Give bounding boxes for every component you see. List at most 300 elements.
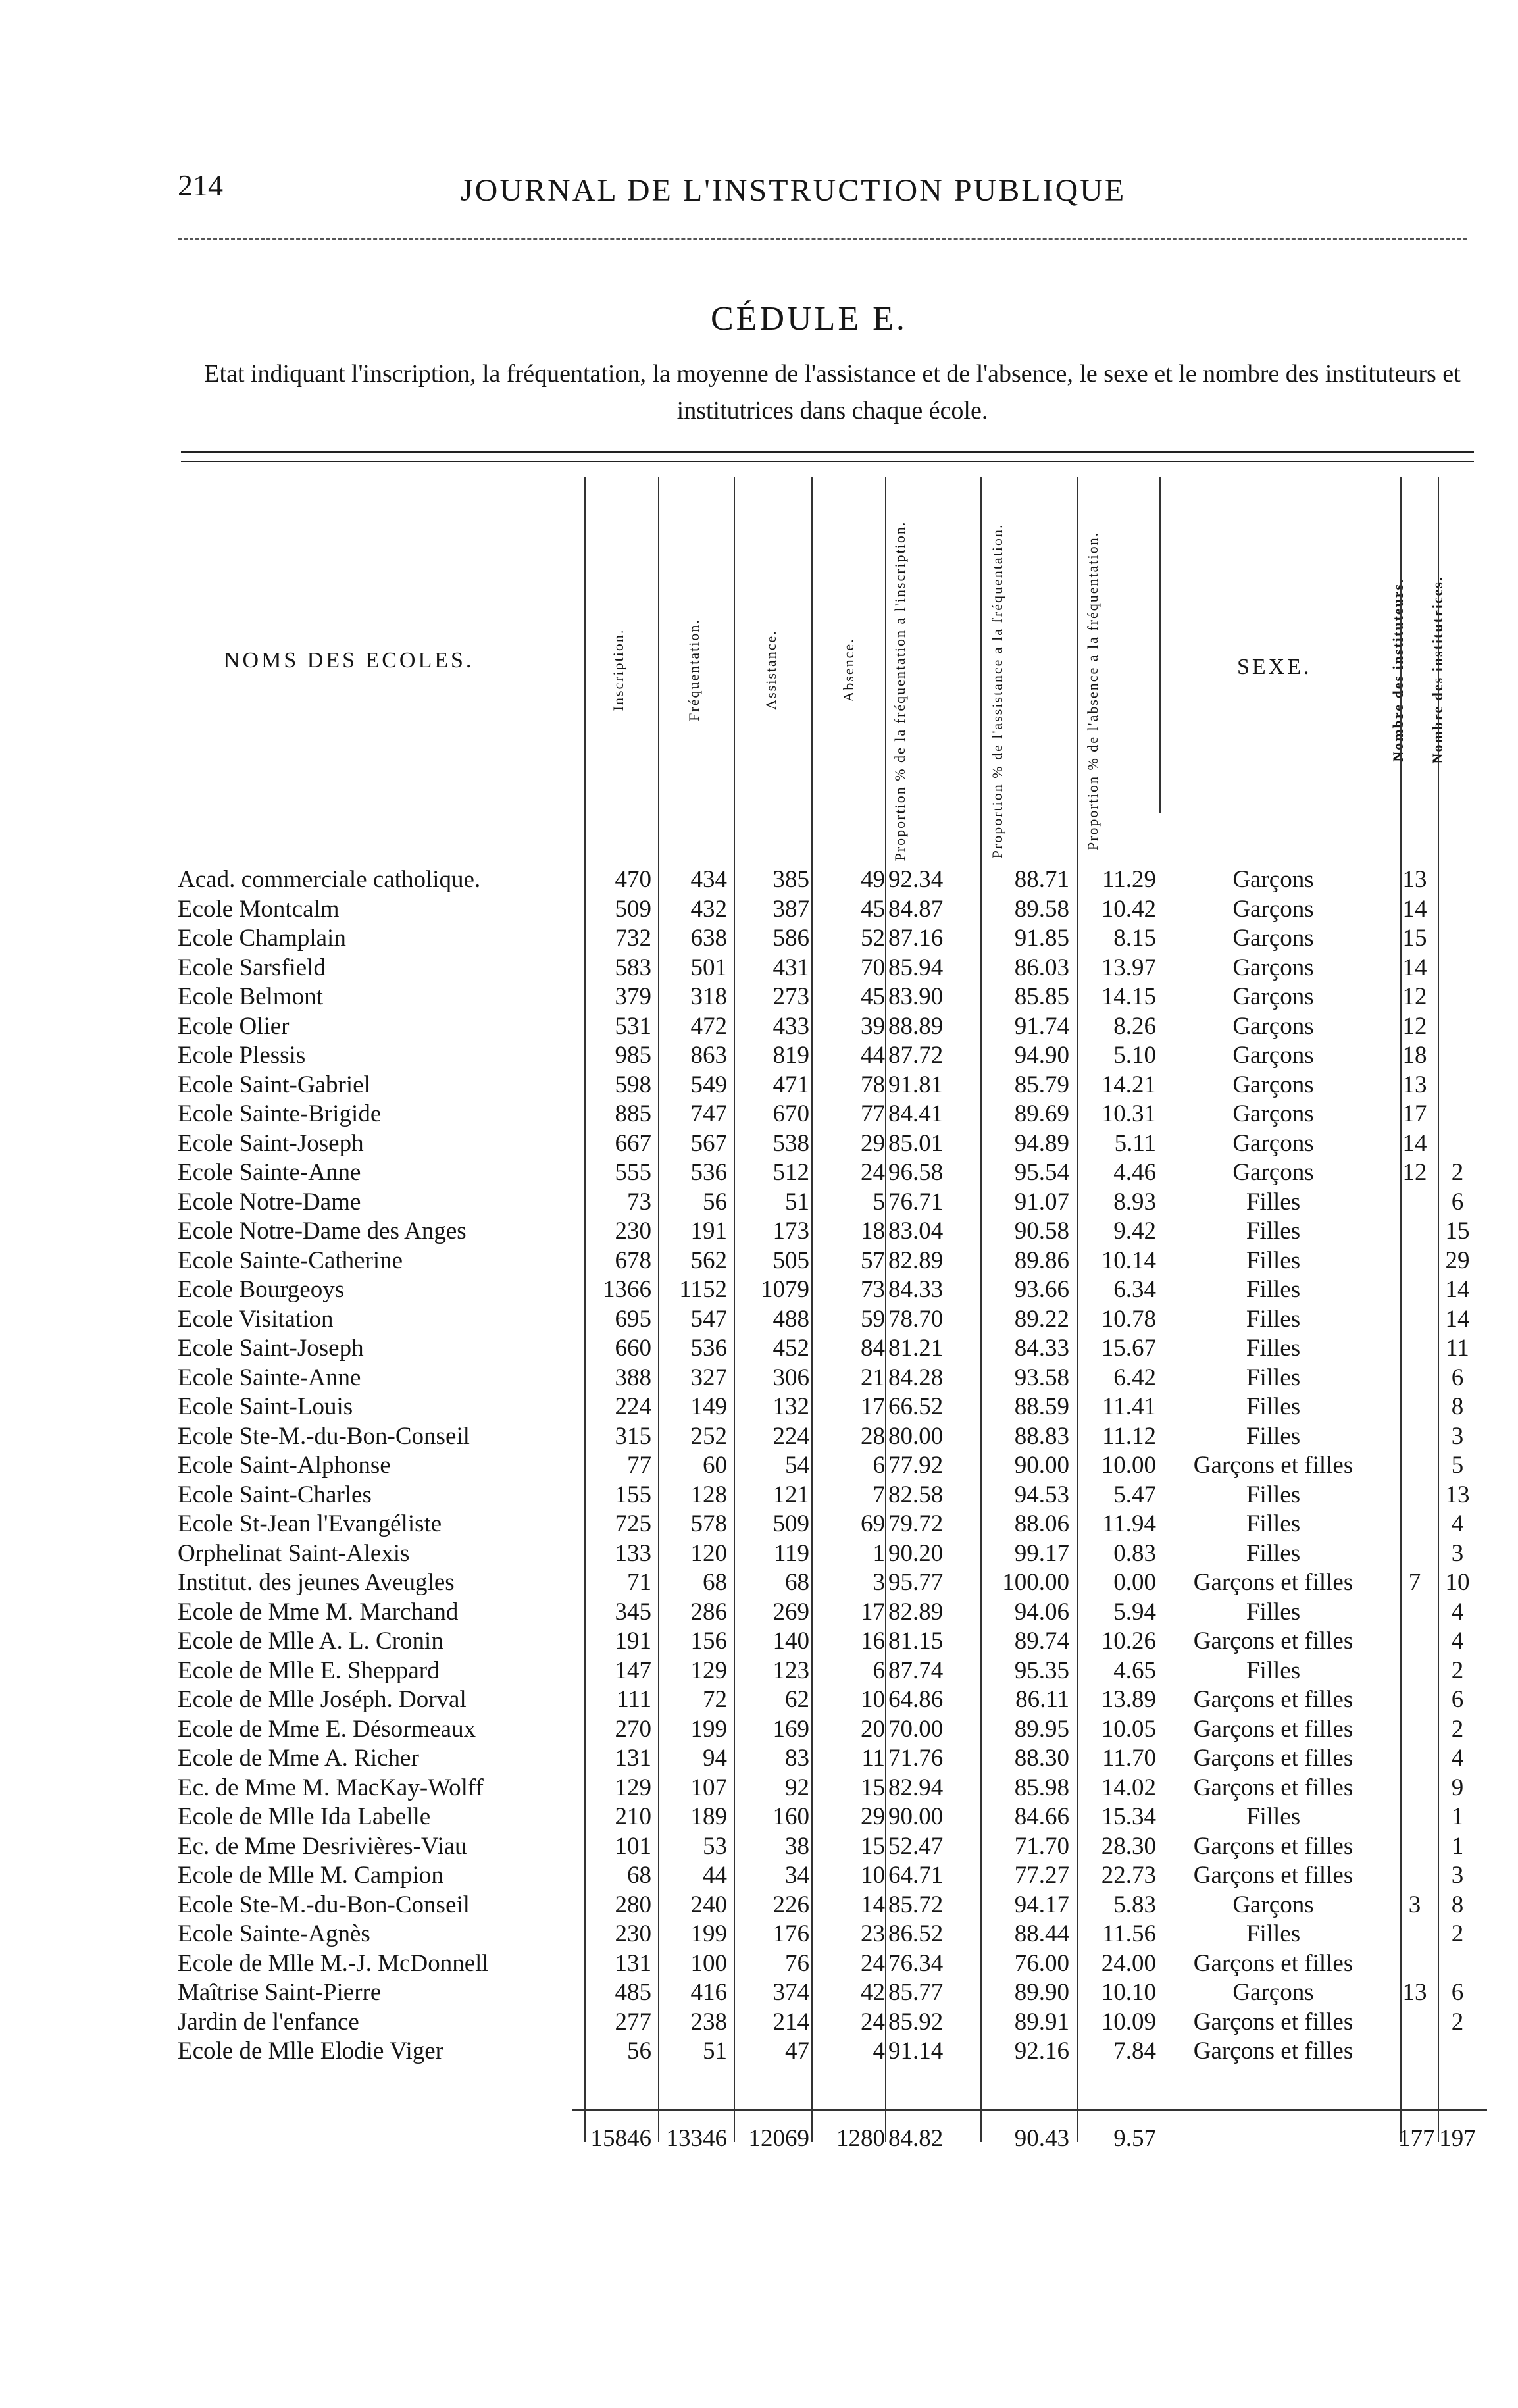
prop-absence-cell: 5.94: [1113, 1598, 1156, 1626]
sexe-cell: Garçons: [1232, 983, 1314, 1010]
prop-absence-cell: 4.65: [1113, 1656, 1156, 1684]
assistance-cell: 226: [772, 1891, 809, 1918]
inscription-cell: 470: [615, 866, 651, 893]
inscription-cell: 509: [615, 895, 651, 923]
prop-freq-cell: 81.15: [888, 1627, 944, 1654]
prop-absence-cell: 10.14: [1101, 1246, 1156, 1274]
prop-assist-cell: 86.11: [1015, 1686, 1069, 1713]
assistance-cell: 119: [773, 1539, 809, 1567]
prop-absence-cell: 5.11: [1114, 1129, 1156, 1157]
sexe-cell: Garçons: [1232, 1100, 1314, 1127]
sexe-cell: Filles: [1246, 1920, 1301, 1947]
absence-cell: 45: [861, 983, 885, 1010]
assistance-cell: 140: [772, 1627, 809, 1654]
table-row: [0, 1510, 1518, 1539]
sexe-cell: Filles: [1246, 1481, 1301, 1508]
school-name: Ecole Plessis: [178, 1042, 306, 1069]
total-instituteurs: 177: [1398, 2125, 1435, 2152]
prop-freq-cell: 64.71: [888, 1862, 944, 1889]
sexe-cell: Garçons: [1232, 1891, 1314, 1918]
frequentation-cell: 638: [690, 925, 727, 952]
frequentation-cell: 191: [690, 1217, 727, 1244]
school-name: Ecole Champlain: [178, 925, 346, 952]
institutrices-cell: 2: [1451, 1159, 1464, 1186]
assistance-cell: 121: [772, 1481, 809, 1508]
assistance-cell: 47: [785, 2037, 809, 2064]
assistance-cell: 586: [772, 925, 809, 952]
assistance-cell: 62: [785, 1686, 809, 1713]
prop-assist-cell: 100.00: [1002, 1569, 1069, 1596]
assistance-cell: 92: [785, 1774, 809, 1801]
absence-cell: 49: [861, 866, 885, 893]
school-name: Ecole Belmont: [178, 983, 323, 1010]
prop-assist-cell: 95.35: [1014, 1656, 1069, 1684]
table-row: [0, 1305, 1518, 1334]
school-name: Ecole de Mlle Elodie Viger: [178, 2037, 443, 2064]
school-name: Ecole de Mlle A. L. Cronin: [178, 1627, 443, 1654]
prop-freq-cell: 83.04: [888, 1217, 944, 1244]
col-header-assistance: Assistance.: [763, 630, 779, 710]
school-name: Jardin de l'enfance: [178, 2008, 359, 2036]
table-row: [0, 1393, 1518, 1422]
absence-cell: 44: [861, 1042, 885, 1069]
col-header-inscription: Inscription.: [610, 628, 626, 711]
total-institutrices: 197: [1439, 2125, 1476, 2152]
prop-absence-cell: 4.46: [1113, 1159, 1156, 1186]
school-name: Ec. de Mme Desrivières-Viau: [178, 1832, 467, 1860]
prop-freq-cell: 87.74: [888, 1656, 944, 1684]
total-prop-absence: 9.57: [1113, 2125, 1156, 2152]
absence-cell: 24: [861, 2008, 885, 2036]
school-name: Ecole de Mlle Ida Labelle: [178, 1803, 431, 1830]
frequentation-cell: 107: [690, 1774, 727, 1801]
school-name: Ecole St-Jean l'Evangéliste: [178, 1510, 442, 1537]
prop-assist-cell: 84.33: [1014, 1335, 1069, 1362]
table-row: [0, 1012, 1518, 1041]
prop-absence-cell: 0.83: [1113, 1539, 1156, 1567]
assistance-cell: 214: [772, 2008, 809, 2036]
prop-assist-cell: 99.17: [1014, 1539, 1069, 1567]
frequentation-cell: 240: [690, 1891, 727, 1918]
total-frequentation: 13346: [666, 2125, 727, 2152]
absence-cell: 18: [861, 1217, 885, 1244]
institutrices-cell: 14: [1445, 1305, 1470, 1333]
frequentation-cell: 252: [690, 1422, 727, 1450]
school-name: Ecole Sainte-Anne: [178, 1159, 361, 1186]
prop-freq-cell: 64.86: [888, 1686, 944, 1713]
absence-cell: 10: [861, 1686, 885, 1713]
assistance-cell: 51: [785, 1188, 809, 1216]
assistance-cell: 433: [772, 1012, 809, 1040]
table-row: [0, 895, 1518, 924]
prop-assist-cell: 84.66: [1014, 1803, 1069, 1830]
table-title: CÉDULE E.: [711, 300, 907, 338]
school-name: Orphelinat Saint-Alexis: [178, 1539, 410, 1567]
frequentation-cell: 578: [690, 1510, 727, 1537]
institutrices-cell: 14: [1445, 1276, 1470, 1303]
sexe-cell: Garçons: [1232, 1129, 1314, 1157]
table-row: [0, 1891, 1518, 1920]
inscription-cell: 68: [627, 1862, 651, 1889]
table-row: [0, 983, 1518, 1012]
inscription-cell: 678: [615, 1246, 651, 1274]
institutrices-cell: 1: [1451, 1803, 1464, 1830]
table-row: [0, 1861, 1518, 1890]
institutrices-cell: 15: [1445, 1217, 1470, 1244]
prop-absence-cell: 11.12: [1102, 1422, 1156, 1450]
prop-freq-cell: 88.89: [888, 1012, 944, 1040]
instituteurs-cell: 14: [1402, 895, 1427, 923]
frequentation-cell: 72: [703, 1686, 727, 1713]
prop-absence-cell: 10.78: [1101, 1305, 1156, 1333]
prop-freq-cell: 82.94: [888, 1774, 944, 1801]
col-header-prop-assist: Proportion % de l'assistance a la fréquentation.: [989, 523, 1005, 859]
sexe-cell: Garçons et filles: [1193, 1862, 1354, 1889]
assistance-cell: 38: [785, 1832, 809, 1860]
absence-cell: 39: [861, 1012, 885, 1040]
prop-freq-cell: 95.77: [888, 1569, 944, 1596]
instituteurs-cell: 12: [1402, 1159, 1427, 1186]
sexe-cell: Filles: [1246, 1335, 1301, 1362]
table-row: [0, 1041, 1518, 1070]
inscription-cell: 485: [615, 1979, 651, 2006]
school-name: Ecole Olier: [178, 1012, 290, 1040]
prop-freq-cell: 78.70: [888, 1305, 944, 1333]
inscription-cell: 73: [627, 1188, 651, 1216]
sexe-cell: Garçons: [1232, 895, 1314, 923]
prop-freq-cell: 84.33: [888, 1276, 944, 1303]
prop-freq-cell: 84.28: [888, 1364, 944, 1391]
prop-freq-cell: 91.14: [888, 2037, 944, 2064]
totals-row: [0, 2122, 1518, 2155]
inscription-cell: 191: [615, 1627, 651, 1654]
frequentation-cell: 199: [690, 1715, 727, 1743]
assistance-cell: 505: [772, 1246, 809, 1274]
inscription-cell: 315: [615, 1422, 651, 1450]
institutrices-cell: 4: [1451, 1745, 1464, 1772]
prop-freq-cell: 82.58: [888, 1481, 944, 1508]
frequentation-cell: 156: [690, 1627, 727, 1654]
absence-cell: 3: [873, 1569, 885, 1596]
absence-cell: 16: [861, 1627, 885, 1654]
prop-assist-cell: 85.85: [1014, 983, 1069, 1010]
sexe-cell: Garçons: [1232, 1159, 1314, 1186]
prop-assist-cell: 88.59: [1014, 1393, 1069, 1420]
institutrices-cell: 8: [1451, 1393, 1464, 1420]
frequentation-cell: 549: [690, 1071, 727, 1098]
absence-cell: 45: [861, 895, 885, 923]
prop-assist-cell: 88.44: [1014, 1920, 1069, 1947]
inscription-cell: 732: [615, 925, 651, 952]
prop-freq-cell: 85.94: [888, 954, 944, 981]
assistance-cell: 123: [772, 1656, 809, 1684]
instituteurs-cell: 13: [1402, 1979, 1427, 2006]
frequentation-cell: 472: [690, 1012, 727, 1040]
inscription-cell: 155: [615, 1481, 651, 1508]
frequentation-cell: 60: [703, 1452, 727, 1479]
sexe-cell: Garçons et filles: [1193, 2008, 1354, 2036]
prop-freq-cell: 90.00: [888, 1803, 944, 1830]
prop-absence-cell: 0.00: [1113, 1569, 1156, 1596]
prop-absence-cell: 13.97: [1101, 954, 1156, 981]
col-header-names: NOMS DES ECOLES.: [224, 648, 474, 673]
absence-cell: 28: [861, 1422, 885, 1450]
institutrices-cell: 2: [1451, 2008, 1464, 2036]
institutrices-cell: 6: [1451, 1686, 1464, 1713]
sexe-cell: Garçons: [1232, 1042, 1314, 1069]
institutrices-cell: 29: [1445, 1246, 1470, 1274]
prop-freq-cell: 92.34: [888, 866, 944, 893]
inscription-cell: 131: [615, 1949, 651, 1977]
sexe-cell: Garçons et filles: [1193, 1569, 1354, 1596]
absence-cell: 29: [861, 1129, 885, 1157]
frequentation-cell: 53: [703, 1832, 727, 1860]
absence-cell: 78: [861, 1071, 885, 1098]
table-row: [0, 1627, 1518, 1656]
assistance-cell: 431: [772, 954, 809, 981]
table-row: [0, 1422, 1518, 1451]
inscription-cell: 230: [615, 1217, 651, 1244]
instituteurs-cell: 13: [1402, 1071, 1427, 1098]
absence-cell: 24: [861, 1949, 885, 1977]
sexe-cell: Filles: [1246, 1246, 1301, 1274]
school-name: Ecole Saint-Alphonse: [178, 1452, 391, 1479]
school-name: Ecole Notre-Dame des Anges: [178, 1217, 467, 1244]
prop-freq-cell: 77.92: [888, 1452, 944, 1479]
absence-cell: 73: [861, 1276, 885, 1303]
prop-absence-cell: 11.70: [1102, 1745, 1156, 1772]
sexe-cell: Garçons: [1232, 1071, 1314, 1098]
prop-freq-cell: 96.58: [888, 1159, 944, 1186]
school-name: Ecole de Mlle Joséph. Dorval: [178, 1686, 467, 1713]
prop-assist-cell: 89.91: [1014, 2008, 1069, 2036]
absence-cell: 1: [873, 1539, 885, 1567]
absence-cell: 23: [861, 1920, 885, 1947]
sexe-cell: Garçons et filles: [1193, 1745, 1354, 1772]
col-header-sexe: SEXE.: [1237, 655, 1312, 679]
prop-absence-cell: 13.89: [1101, 1686, 1156, 1713]
prop-freq-cell: 80.00: [888, 1422, 944, 1450]
absence-cell: 70: [861, 954, 885, 981]
school-name: Ecole de Mme E. Désormeaux: [178, 1715, 476, 1743]
table-description: Etat indiquant l'inscription, la fréquentation, la moyenne de l'assistance et de l'absence, le sexe et le nombre des instituteurs et institutrices dans chaque école.: [204, 360, 1461, 424]
prop-freq-cell: 79.72: [888, 1510, 944, 1537]
prop-absence-cell: 6.34: [1113, 1276, 1156, 1303]
prop-absence-cell: 10.05: [1101, 1715, 1156, 1743]
instituteurs-cell: 18: [1402, 1042, 1427, 1069]
table-row: [0, 1217, 1518, 1246]
prop-absence-cell: 7.84: [1113, 2037, 1156, 2064]
frequentation-cell: 44: [703, 1862, 727, 1889]
table-row: [0, 1832, 1518, 1861]
running-head: JOURNAL DE L'INSTRUCTION PUBLIQUE: [461, 173, 1126, 208]
sexe-cell: Garçons et filles: [1193, 1774, 1354, 1801]
prop-assist-cell: 91.74: [1014, 1012, 1069, 1040]
assistance-cell: 169: [772, 1715, 809, 1743]
sexe-cell: Filles: [1246, 1656, 1301, 1684]
frequentation-cell: 189: [690, 1803, 727, 1830]
frequentation-cell: 94: [703, 1745, 727, 1772]
frequentation-cell: 1152: [679, 1276, 727, 1303]
institutrices-cell: 6: [1451, 1364, 1464, 1391]
table-row: [0, 1451, 1518, 1480]
absence-cell: 59: [861, 1305, 885, 1333]
assistance-cell: 176: [772, 1920, 809, 1947]
assistance-cell: 173: [772, 1217, 809, 1244]
table-row: [0, 2037, 1518, 2066]
inscription-cell: 885: [615, 1100, 651, 1127]
inscription-cell: 1366: [603, 1276, 651, 1303]
prop-absence-cell: 10.26: [1101, 1627, 1156, 1654]
table-row: [0, 1715, 1518, 1744]
absence-cell: 77: [861, 1100, 885, 1127]
prop-freq-cell: 91.81: [888, 1071, 944, 1098]
prop-assist-cell: 88.83: [1014, 1422, 1069, 1450]
prop-absence-cell: 6.42: [1113, 1364, 1156, 1391]
absence-cell: 52: [861, 925, 885, 952]
instituteurs-cell: 14: [1402, 1129, 1427, 1157]
frequentation-cell: 128: [690, 1481, 727, 1508]
assistance-cell: 269: [772, 1598, 809, 1626]
institutrices-cell: 13: [1445, 1481, 1470, 1508]
school-name: Ecole Saint-Louis: [178, 1393, 353, 1420]
prop-freq-cell: 76.71: [888, 1188, 944, 1216]
col-header-frequentation: Fréquentation.: [686, 619, 702, 721]
prop-absence-cell: 10.31: [1101, 1100, 1156, 1127]
prop-freq-cell: 82.89: [888, 1246, 944, 1274]
prop-freq-cell: 90.20: [888, 1539, 944, 1567]
prop-absence-cell: 8.93: [1113, 1188, 1156, 1216]
table-row: [0, 1744, 1518, 1773]
school-name: Ecole Sainte-Catherine: [178, 1246, 403, 1274]
frequentation-cell: 536: [690, 1335, 727, 1362]
frequentation-cell: 56: [703, 1188, 727, 1216]
prop-assist-cell: 89.95: [1014, 1715, 1069, 1743]
table-row: [0, 1978, 1518, 2007]
prop-freq-cell: 87.16: [888, 925, 944, 952]
frequentation-cell: 286: [690, 1598, 727, 1626]
prop-absence-cell: 11.56: [1102, 1920, 1156, 1947]
absence-cell: 24: [861, 1159, 885, 1186]
frequentation-cell: 238: [690, 2008, 727, 2036]
institutrices-cell: 11: [1446, 1335, 1469, 1362]
inscription-cell: 224: [615, 1393, 651, 1420]
prop-assist-cell: 91.85: [1014, 925, 1069, 952]
absence-cell: 84: [861, 1335, 885, 1362]
sexe-cell: Filles: [1246, 1276, 1301, 1303]
frequentation-cell: 318: [690, 983, 727, 1010]
table-row: [0, 1656, 1518, 1685]
inscription-cell: 277: [615, 2008, 651, 2036]
institutrices-cell: 1: [1451, 1832, 1464, 1860]
inscription-cell: 131: [615, 1745, 651, 1772]
institutrices-cell: 8: [1451, 1891, 1464, 1918]
sexe-cell: Garçons: [1232, 1012, 1314, 1040]
absence-cell: 69: [861, 1510, 885, 1537]
prop-assist-cell: 85.98: [1014, 1774, 1069, 1801]
school-name: Ecole Sarsfield: [178, 954, 326, 981]
table-row: [0, 2008, 1518, 2037]
total-prop-freq: 84.82: [888, 2125, 944, 2152]
assistance-cell: 452: [772, 1335, 809, 1362]
school-name: Ecole Saint-Joseph: [178, 1335, 364, 1362]
total-assistance: 12069: [748, 2125, 809, 2152]
sexe-cell: Garçons: [1232, 1979, 1314, 2006]
inscription-cell: 388: [615, 1364, 651, 1391]
institutrices-cell: 6: [1451, 1979, 1464, 2006]
institutrices-cell: 10: [1445, 1569, 1470, 1596]
sexe-cell: Garçons et filles: [1193, 1832, 1354, 1860]
institutrices-cell: 3: [1451, 1422, 1464, 1450]
absence-cell: 20: [861, 1715, 885, 1743]
assistance-cell: 512: [772, 1159, 809, 1186]
school-name: Ecole de Mlle M. Campion: [178, 1862, 443, 1889]
absence-cell: 14: [861, 1891, 885, 1918]
assistance-cell: 471: [772, 1071, 809, 1098]
frequentation-cell: 432: [690, 895, 727, 923]
assistance-cell: 34: [785, 1862, 809, 1889]
assistance-cell: 306: [772, 1364, 809, 1391]
column-rule: [1159, 477, 1161, 813]
table-row: [0, 1568, 1518, 1597]
prop-absence-cell: 8.15: [1113, 925, 1156, 952]
assistance-cell: 273: [772, 983, 809, 1010]
school-name: Ecole Ste-M.-du-Bon-Conseil: [178, 1891, 470, 1918]
table-top-rule: [181, 451, 1474, 453]
absence-cell: 42: [861, 1979, 885, 2006]
absence-cell: 29: [861, 1803, 885, 1830]
absence-cell: 17: [861, 1393, 885, 1420]
prop-assist-cell: 89.86: [1014, 1246, 1069, 1274]
table-row: [0, 924, 1518, 953]
school-name: Ecole Montcalm: [178, 895, 340, 923]
table-row: [0, 1100, 1518, 1129]
col-header-absence: Absence.: [840, 638, 857, 702]
sexe-cell: Filles: [1246, 1305, 1301, 1333]
inscription-cell: 111: [617, 1686, 651, 1713]
col-header-institutrices: Nombre des institutrices.: [1429, 576, 1446, 764]
frequentation-cell: 434: [690, 866, 727, 893]
prop-absence-cell: 15.34: [1101, 1803, 1156, 1830]
school-name: Ecole de Mlle E. Sheppard: [178, 1656, 440, 1684]
prop-assist-cell: 88.30: [1014, 1745, 1069, 1772]
inscription-cell: 270: [615, 1715, 651, 1743]
frequentation-cell: 747: [690, 1100, 727, 1127]
prop-assist-cell: 88.71: [1014, 866, 1069, 893]
institutrices-cell: 3: [1451, 1539, 1464, 1567]
prop-absence-cell: 14.15: [1101, 983, 1156, 1010]
assistance-cell: 509: [772, 1510, 809, 1537]
school-name: Ecole Sainte-Anne: [178, 1364, 361, 1391]
assistance-cell: 68: [785, 1569, 809, 1596]
sexe-cell: Filles: [1246, 1217, 1301, 1244]
prop-absence-cell: 14.02: [1101, 1774, 1156, 1801]
prop-assist-cell: 93.66: [1014, 1276, 1069, 1303]
prop-assist-cell: 94.53: [1014, 1481, 1069, 1508]
prop-freq-cell: 81.21: [888, 1335, 944, 1362]
frequentation-cell: 129: [690, 1656, 727, 1684]
prop-absence-cell: 10.09: [1101, 2008, 1156, 2036]
prop-absence-cell: 22.73: [1101, 1862, 1156, 1889]
sexe-cell: Filles: [1246, 1510, 1301, 1537]
prop-assist-cell: 89.90: [1014, 1979, 1069, 2006]
absence-cell: 6: [873, 1452, 885, 1479]
inscription-cell: 695: [615, 1305, 651, 1333]
total-absence: 1280: [836, 2125, 885, 2152]
frequentation-cell: 567: [690, 1129, 727, 1157]
page-number: 214: [178, 168, 223, 202]
prop-absence-cell: 10.00: [1101, 1452, 1156, 1479]
